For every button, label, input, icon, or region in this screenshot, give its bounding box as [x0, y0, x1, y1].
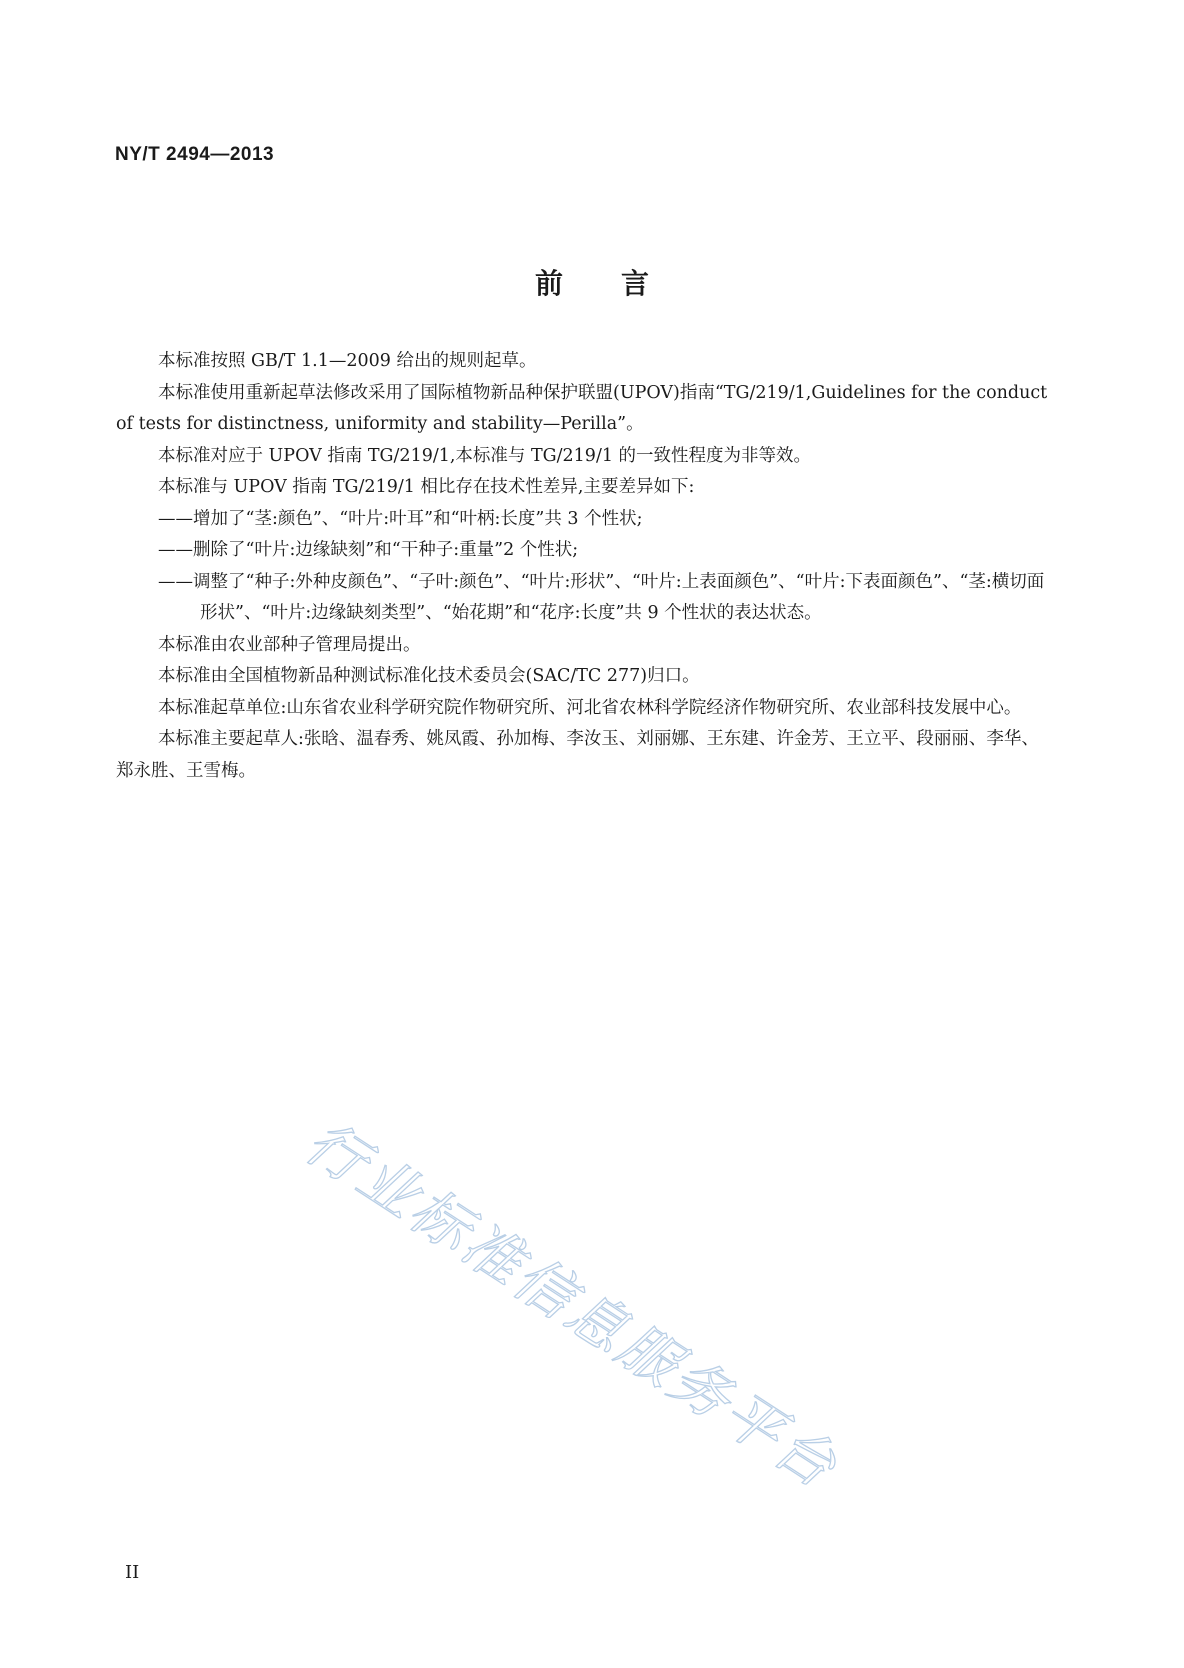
paragraph-upov-adoption: 本标准使用重新起草法修改采用了国际植物新品种保护联盟(UPOV)指南“TG/219/1,Guidelines for the conduct of tests for distinctness, uniformity and stability—Perilla”。 [116, 382, 1048, 434]
foreword-body [116, 346, 1048, 787]
page-number: II [125, 1562, 140, 1583]
paragraph-centralized-by: 本标准由全国植物新品种测试标准化技术委员会(SAC/TC 277)归口。 [158, 666, 700, 686]
difference-item-deleted: ——删除了“叶片:边缘缺刻”和“干种子:重量”2 个性状; [158, 540, 579, 560]
difference-item-added: ——增加了“茎:颜色”、“叶片:叶耳”和“叶柄:长度”共 3 个性状; [158, 508, 643, 529]
paragraph-drafters: 本标准主要起草人:张晗、温春秀、姚凤霞、孙加梅、李汝玉、刘丽娜、王东建、许金芳、王立平、段丽丽、李华、郑永胜、王雪梅。 [116, 729, 1039, 781]
standard-number: NY/T 2494—2013 [115, 144, 275, 165]
paragraph-differences-intro: 本标准与 UPOV 指南 TG/219/1 相比存在技术性差异,主要差异如下: [158, 477, 695, 497]
watermark-text: 行业标准信息服务平台 [293, 1107, 851, 1503]
paragraph-drafting-units: 本标准起草单位:山东省农业科学研究院作物研究所、河北省农林科学院经济作物研究所、农业部科技发展中心。 [158, 697, 1022, 718]
paragraph-drafting-rules: 本标准按照 GB/T 1.1—2009 给出的规则起草。 [158, 351, 537, 371]
page-title: 前言 [534, 267, 707, 300]
paragraph-proposed-by: 本标准由农业部种子管理局提出。 [158, 634, 421, 655]
difference-item-adjusted: ——调整了“种子:外种皮颜色”、“子叶:颜色”、“叶片:形状”、“叶片:上表面颜色”、“叶片:下表面颜色”、“茎:横切面形状”、“叶片:边缘缺刻类型”、“始花期”和“花序:长度”共 9 个性状的表达状态。 [158, 571, 1045, 623]
paragraph-correspondence: 本标准对应于 UPOV 指南 TG/219/1,本标准与 TG/219/1 的一致性程度为非等效。 [158, 445, 812, 466]
